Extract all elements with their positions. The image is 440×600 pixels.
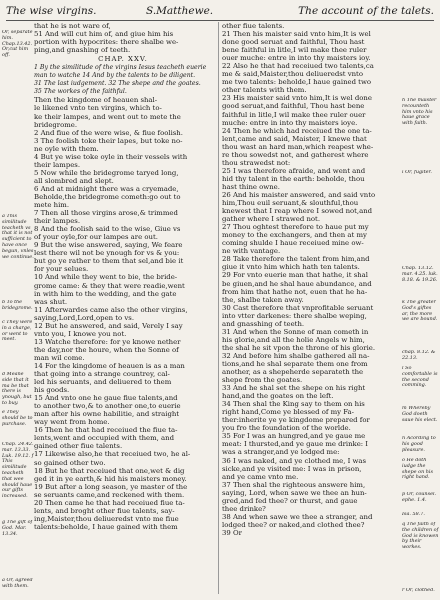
verse-line: ke their lampes, and went out to mete the bbox=[34, 112, 181, 121]
verse-line: 2 And fiue of the were wise, & fiue foolish. bbox=[34, 128, 183, 137]
verse-line: lents, and broght other fiue talents, say- bbox=[34, 506, 175, 515]
margin-note: g The gift of God. Mar. 13.34. bbox=[2, 520, 33, 537]
verse-line: 5 Now while the bridegrome taryed long, bbox=[34, 168, 179, 177]
margin-note: q The faith of the children of God is knowen by their workes. bbox=[402, 522, 439, 551]
verse-line: done good seruat and faithful, Thou hast bbox=[222, 38, 365, 47]
margin-note: Chap. 24.42. mar. 13.33. Luk. 19.12. f This similitude teacheth that wee should haue our gifts increased. bbox=[2, 442, 34, 500]
verse-line: re thou sowedst not, and gatherest where bbox=[222, 150, 369, 159]
verse-line: 36 I was naked, and ye clothed me, I was bbox=[222, 456, 367, 465]
verse-line: 14 For the kingdome of heauen is as a man bbox=[34, 361, 185, 370]
verse-line: that he is not ware of, bbox=[34, 22, 111, 30]
verse-line: me & said,Maister,thou deliueredst vnto bbox=[222, 70, 363, 79]
verse-line: 10 And while they went to bie, the bride- bbox=[34, 273, 178, 282]
verse-line: lodged thee? or naked,and clothed thee? bbox=[222, 520, 365, 529]
verse-line: Then the kingdome of heauen shal- bbox=[34, 96, 158, 105]
column-divider bbox=[218, 22, 219, 594]
verse-line: that going into a strange countrey, cal- bbox=[34, 370, 170, 379]
verse-line: 4 But ye wise toke oyle in their vessels with bbox=[34, 152, 188, 161]
verse-line: 27 Thou oghtest therefore to haue put my bbox=[222, 223, 369, 232]
verse-line: to another two,& to another one,to euerie bbox=[34, 402, 181, 411]
verse-line: 15 And vnto one he gaue fiue talents,and bbox=[34, 394, 178, 403]
margin-note: Chap. 13.12. mar. 4.25. luk. 8.18. & 19.26. bbox=[402, 266, 438, 283]
verse-line: 13 Watche therefore: for ye knowe nether bbox=[34, 337, 181, 346]
margin-note: b To the bridegrome. bbox=[2, 300, 33, 311]
verse-line: 51 And will cut him of, and giue him his bbox=[34, 30, 174, 39]
verse-line: gather where I strawed not. bbox=[222, 215, 321, 224]
verse-line: 26 And his maister answered, and said vnto bbox=[222, 190, 376, 199]
verse-line: hast thine owne. bbox=[222, 182, 280, 191]
verse-line: 23 His maister said vnto him,It is wel done bbox=[222, 94, 372, 103]
verse-line: good seruat,and faithful, Thou hast bene bbox=[222, 102, 365, 111]
verse-line: grome came: & they that were readie,went bbox=[34, 281, 185, 290]
verse-line: gred,and fed thee? or thurst, and gaue bbox=[222, 496, 358, 505]
verse-line: into vtter darkenes: there shalbe weping, bbox=[222, 311, 367, 320]
verse-line: thou wast an hard man,which reapest whe- bbox=[222, 142, 374, 151]
verse-line: 12 But he answered, and said, Verely I say bbox=[34, 321, 183, 330]
verse-line: 28 Take therefore the talent from him,and bbox=[222, 255, 370, 264]
header-right-title: The account of the talets. bbox=[298, 5, 434, 17]
margin-note: Or, separate him. Chap.13.42. Or,cut him off. bbox=[2, 30, 33, 59]
verse-line: 1 By the similitude of the virgins Iesus teacheth euerie bbox=[34, 64, 207, 72]
verse-line: 8 And the foolish said to the wise, Giue vs bbox=[34, 225, 181, 234]
verse-line: saying,Lord,Lord,open to vs. bbox=[34, 313, 135, 322]
verse-line: other talents with them. bbox=[222, 86, 307, 95]
verse-line: way went from home. bbox=[34, 418, 110, 427]
verse-line: ged it in ye earth,& hid his maisters money. bbox=[34, 474, 187, 483]
verse-line: saying, Lord, when sawe we thee an hun- bbox=[222, 488, 367, 497]
verse-line: 30 Cast therefore that vnprofitable seruant bbox=[222, 303, 374, 312]
verse-line: 33 And he shal set the shepe on his right bbox=[222, 384, 366, 393]
margin-note: p Or, counsel. ephe. 1.4. bbox=[402, 492, 437, 503]
verse-line: meat: I thursted,and ye gaue me drinke: I bbox=[222, 440, 369, 449]
verse-line: shepe from the goates. bbox=[222, 376, 303, 385]
verse-line: led his seruants, and deliuered to them bbox=[34, 378, 172, 387]
verse-line: 34 Then shal the King say to them on his bbox=[222, 400, 365, 409]
margin-note: o He doth iudge the shepe on his right hand. bbox=[402, 458, 434, 481]
verse-line: 31 The last iudgement. 32 The shepe and the goates. bbox=[34, 80, 201, 88]
verse-line: mete him. bbox=[34, 201, 70, 210]
verse-line: man to watche 14 And by the talents to be diligent. bbox=[34, 72, 196, 80]
verse-line: 29 For vnto euerie man that hathe, it shal bbox=[222, 271, 368, 280]
margin-note: Isa. 58.7. bbox=[402, 512, 425, 517]
verse-line: 20 Then came he that had receiued fiue ta- bbox=[34, 498, 185, 507]
verse-line: 32 And before him shalbe gathered all na- bbox=[222, 351, 370, 360]
verse-line: 6 And at midnight there was a cryemade, bbox=[34, 184, 179, 193]
verse-line: man wil come. bbox=[34, 353, 85, 362]
verse-line: their lampes. bbox=[34, 217, 81, 226]
verse-line: 35 For I was an hungred,and ye gaue me bbox=[222, 432, 366, 441]
verse-line: the, shalbe taken away. bbox=[222, 295, 304, 304]
margin-note: l So comfortable is the second comming. bbox=[402, 366, 438, 389]
verse-line: gained other fiue talents. bbox=[34, 442, 123, 451]
verse-line: 11 Afterwardes came also the other virgins, bbox=[34, 305, 188, 314]
verse-line: the day,nor the houre, when the Sonne of bbox=[34, 345, 179, 354]
verse-line: lent,came and said, Maister, I knewe that bbox=[222, 134, 367, 143]
verse-line: right hand,Come ye blessed of my Fa- bbox=[222, 408, 354, 417]
verse-line: 39 Or bbox=[222, 528, 242, 537]
verse-line: 31 And when the Sonne of man cometh in bbox=[222, 327, 369, 336]
verse-line: their lampes. bbox=[34, 160, 81, 169]
margin-note: a Or, agreed with them. bbox=[2, 578, 33, 589]
verse-line: se seruants came,and reckened with them. bbox=[34, 490, 185, 499]
verse-line: 24 Then he which had receiued the one ta- bbox=[222, 126, 372, 135]
margin-note: chap. 8.12. & 22.13. bbox=[402, 350, 436, 361]
verse-line: ouer muche: entre in into thy maisters ioy. bbox=[222, 54, 371, 63]
verse-line: thou strawedst not: bbox=[222, 158, 291, 167]
verse-line: giue it vnto him which hath ten talents. bbox=[222, 263, 360, 272]
margin-note: d Meane side that it ma be that there is ynough, but to buy. bbox=[2, 372, 32, 406]
margin-note: k The greater God's giftes ar, the more we are bound. bbox=[402, 300, 438, 323]
left-text-column bbox=[34, 22, 212, 594]
verse-line: was a stranger,and ye lodged me: bbox=[222, 448, 340, 457]
verse-line: 22 Also he that had receiued two talents,ca bbox=[222, 62, 374, 71]
verse-line: ne oyle with them. bbox=[34, 144, 99, 153]
verse-line: you fro the foundation of the worlde. bbox=[222, 424, 351, 433]
verse-line: so gained other two. bbox=[34, 458, 106, 467]
verse-line: 37 Then shal the righteous answere him, bbox=[222, 480, 366, 489]
verse-line: ping,and gnashing of teeth. bbox=[34, 46, 131, 55]
verse-line: another, as a shepeherde separateth the bbox=[222, 368, 364, 377]
verse-line: le likened vnto ten virgins, which to- bbox=[34, 104, 162, 113]
verse-line: lents,went and occupied with them, and bbox=[34, 434, 174, 443]
verse-line: in with him to the wedding, and the gate bbox=[34, 289, 177, 298]
verse-line: hid thy talent in the earth: beholde, thou bbox=[222, 174, 365, 183]
verse-line: 25 I was therefore afraide, and went and bbox=[222, 166, 366, 175]
right-text-column bbox=[222, 22, 400, 594]
margin-note: m Whereby God doeth saue his elect. bbox=[402, 406, 438, 423]
verse-line: for your selues. bbox=[34, 265, 89, 274]
verse-line: 35 The workes of the faithful. bbox=[34, 88, 127, 96]
margin-note: e They should be to purchase. bbox=[2, 410, 33, 427]
verse-line: his goods. bbox=[34, 386, 70, 395]
verse-line: all slombred and slept. bbox=[34, 176, 114, 185]
verse-line: but go ye rather to them that sel,and bie it bbox=[34, 257, 184, 266]
margin-note: c They were in a charge, or went to meet. bbox=[2, 320, 33, 343]
verse-line: vnto you, I knowe you not. bbox=[34, 329, 127, 338]
verse-line: bridegrome. bbox=[34, 120, 78, 129]
verse-line: him,Thou euil seruant,& slouthful,thou bbox=[222, 199, 359, 208]
verse-line: 7 Then all those virgins arose,& trimmed bbox=[34, 209, 178, 218]
verse-line: muche: entre in into thy maisters ioye. bbox=[222, 118, 358, 127]
verse-line: bene faithful in litle,I wil make thee ruler bbox=[222, 46, 367, 55]
verse-line: me two talents: beholde,I haue gained two bbox=[222, 78, 371, 87]
running-header bbox=[6, 2, 434, 20]
margin-note: h The maister recounteth him vnto his haue grace with faith. bbox=[402, 98, 437, 127]
verse-line: lest there wil not be ynough for vs & you: bbox=[34, 249, 180, 258]
verse-line: ing,Maister,thou deliueredst vnto me fiue bbox=[34, 514, 179, 523]
verse-line: 16 Then he that had receiued the fiue ta- bbox=[34, 426, 178, 435]
verse-line: from him that hathe not, euen that he ha- bbox=[222, 287, 368, 296]
verse-line: of your oyle,for our lampes are out. bbox=[34, 233, 158, 242]
verse-line: thee drinke? bbox=[222, 504, 266, 513]
verse-line: 21 Then his maister said vnto him,It is wel bbox=[222, 30, 371, 39]
verse-line: talents:beholde, I haue gained with them bbox=[34, 522, 178, 531]
verse-line: Beholde,the bridegrome cometh:go out to bbox=[34, 192, 181, 201]
margin-note: n Acording to his good pleasure. bbox=[402, 436, 436, 453]
verse-line: coming shulde I haue receiued mine ow- bbox=[222, 239, 364, 248]
verse-line: be giuen,and he shal haue abundance, and bbox=[222, 279, 372, 288]
verse-line: 38 And when sawe we thee a stranger, and bbox=[222, 512, 373, 521]
header-left-title: The wise virgins. bbox=[6, 5, 97, 17]
verse-line: tions,and he shal separate them one from bbox=[222, 359, 368, 368]
header-book-title: S.Matthewe. bbox=[146, 5, 214, 17]
verse-line: the shal he sit vpon the throne of his glorie. bbox=[222, 343, 376, 352]
verse-line: 3 The foolish toke their lapes, but toke no- bbox=[34, 136, 183, 145]
verse-line: and ye came vnto me. bbox=[222, 472, 299, 481]
verse-line: 19 But after a long season, ye master of the bbox=[34, 482, 188, 491]
verse-line: hand,and the goates on the left. bbox=[222, 392, 334, 401]
verse-line: 17 Likewise also,he that receiued two, he al- bbox=[34, 450, 191, 459]
verse-line: other fiue talents. bbox=[222, 22, 285, 30]
verse-line: CHAP. XXV. bbox=[98, 55, 148, 64]
verse-line: portion with hypocrites: there shalbe we- bbox=[34, 38, 179, 47]
margin-note: i Or, fugiter. bbox=[402, 170, 432, 175]
verse-line: 18 But he that receiued that one,wet & dig bbox=[34, 466, 185, 475]
verse-line: was shut. bbox=[34, 297, 68, 306]
verse-line: man after his owne habilitie, and straight bbox=[34, 410, 180, 419]
verse-line: ne with vantage. bbox=[222, 247, 281, 256]
verse-line: sicke,and ye visited me: I was in prison, bbox=[222, 464, 362, 473]
verse-line: his glorie,and all the holie Angels w him, bbox=[222, 335, 365, 344]
verse-line: ther:inherite ye ye kingdome prepared for bbox=[222, 416, 370, 425]
verse-line: 9 But the wise answered, saying, We feare bbox=[34, 241, 183, 250]
verse-line: and gnasshing of teeth. bbox=[222, 319, 305, 328]
margin-note: r Or, clothed. bbox=[402, 588, 435, 593]
margin-note: a This similitude teacheth vs that it is not sufficient to have once begun, vnles we continue. bbox=[2, 214, 34, 260]
verse-line: money to the exchangers, and then at my bbox=[222, 231, 367, 240]
verse-line: knewest that I reap where I sowed not,and bbox=[222, 207, 373, 216]
header-rule bbox=[6, 20, 434, 21]
verse-line: faithful in litle,I wil make thee ruler ouer bbox=[222, 110, 366, 119]
